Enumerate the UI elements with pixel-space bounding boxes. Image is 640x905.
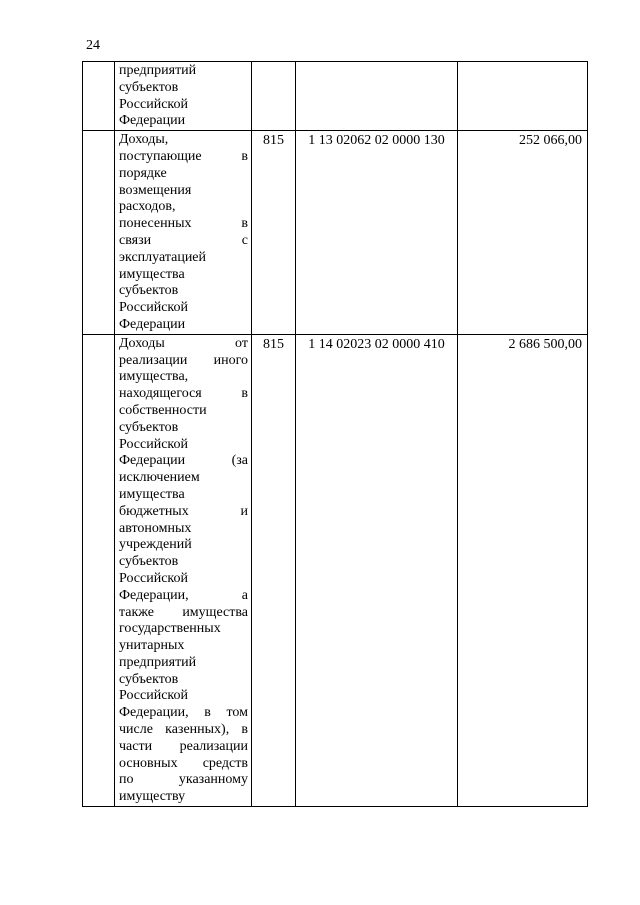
revenue-name-cell (115, 334, 252, 806)
revenue-name-line: возмещения (119, 182, 192, 198)
revenue-table-body (83, 62, 588, 807)
revenue-name-line: субъектов (119, 671, 179, 687)
revenue-name-line: находящегося в (119, 386, 248, 402)
revenue-name-line: имуществу (119, 789, 186, 805)
revenue-name-line: реализации иного (119, 352, 248, 368)
amount-cell: 2 686 500,00 (458, 334, 588, 806)
revenue-name-line: государственных (119, 621, 221, 637)
amount-cell: 252 066,00 (458, 131, 588, 335)
row-number-cell (83, 62, 115, 131)
revenue-name-line: Российской (119, 96, 188, 112)
admin-code-cell: 815 (252, 131, 296, 335)
revenue-name-line: предприятий (119, 63, 197, 78)
revenue-name-line: эксплуатацией (119, 249, 207, 265)
revenue-name-line: части реализации (119, 738, 248, 754)
revenue-name-line: Доходы от (119, 335, 248, 351)
revenue-name-line: понесенных в (119, 216, 248, 232)
revenue-name-line: субъектов (119, 554, 179, 570)
revenue-name-line: субъектов (119, 419, 179, 435)
revenue-name-line: Федерации, а (119, 587, 248, 603)
revenue-name-line: Доходы, (119, 132, 169, 148)
revenue-name-line: расходов, (119, 199, 176, 215)
table-row (83, 62, 588, 131)
revenue-name-line: имущества (119, 486, 185, 502)
row-number-cell (83, 131, 115, 335)
revenue-name-line: собственности (119, 402, 207, 418)
revenue-name-line: поступающие в (119, 148, 248, 164)
revenue-name-line: числе казенных), в (119, 722, 248, 738)
revenue-name-line: Федерации (119, 316, 186, 332)
revenue-name-line: субъектов (119, 79, 179, 95)
revenue-name-cell (115, 62, 252, 131)
table-row (83, 334, 588, 806)
revenue-name-line: основных средств (119, 755, 248, 771)
revenue-name-line: предприятий (119, 654, 197, 670)
revenue-name-line: Российской (119, 688, 188, 704)
revenue-name-line: порядке (119, 165, 167, 181)
revenue-name-line: Федерации (119, 113, 186, 129)
classification-code-cell (296, 62, 458, 131)
revenue-name-line: Российской (119, 300, 188, 316)
page-number: 24 (86, 38, 100, 53)
revenue-name-line: унитарных (119, 638, 185, 654)
amount-cell (458, 62, 588, 131)
revenue-name-line: Российской (119, 570, 188, 586)
table-row (83, 131, 588, 335)
revenue-name-line: имущества, (119, 369, 189, 385)
revenue-name-line: исключением (119, 470, 200, 486)
revenue-name-line: бюджетных и (119, 503, 248, 519)
revenue-name-line: Федерации (за (119, 453, 248, 469)
admin-code-cell (252, 62, 296, 131)
revenue-name-line: также имущества (119, 604, 248, 620)
revenue-name-line: Российской (119, 436, 188, 452)
revenue-name-line: имущества (119, 266, 185, 282)
admin-code-cell: 815 (252, 334, 296, 806)
row-number-cell (83, 334, 115, 806)
revenue-name-line: по указанному (119, 772, 248, 788)
revenue-name-line: связи с (119, 232, 248, 248)
classification-code-cell: 1 13 02062 02 0000 130 (296, 131, 458, 335)
classification-code-cell: 1 14 02023 02 0000 410 (296, 334, 458, 806)
revenue-name-line: субъектов (119, 283, 179, 299)
revenue-name-line: Федерации, в том (119, 705, 248, 721)
revenue-name-line: автономных (119, 520, 192, 536)
revenue-table (82, 61, 588, 807)
revenue-name-line: учреждений (119, 537, 192, 553)
revenue-name-cell (115, 131, 252, 335)
